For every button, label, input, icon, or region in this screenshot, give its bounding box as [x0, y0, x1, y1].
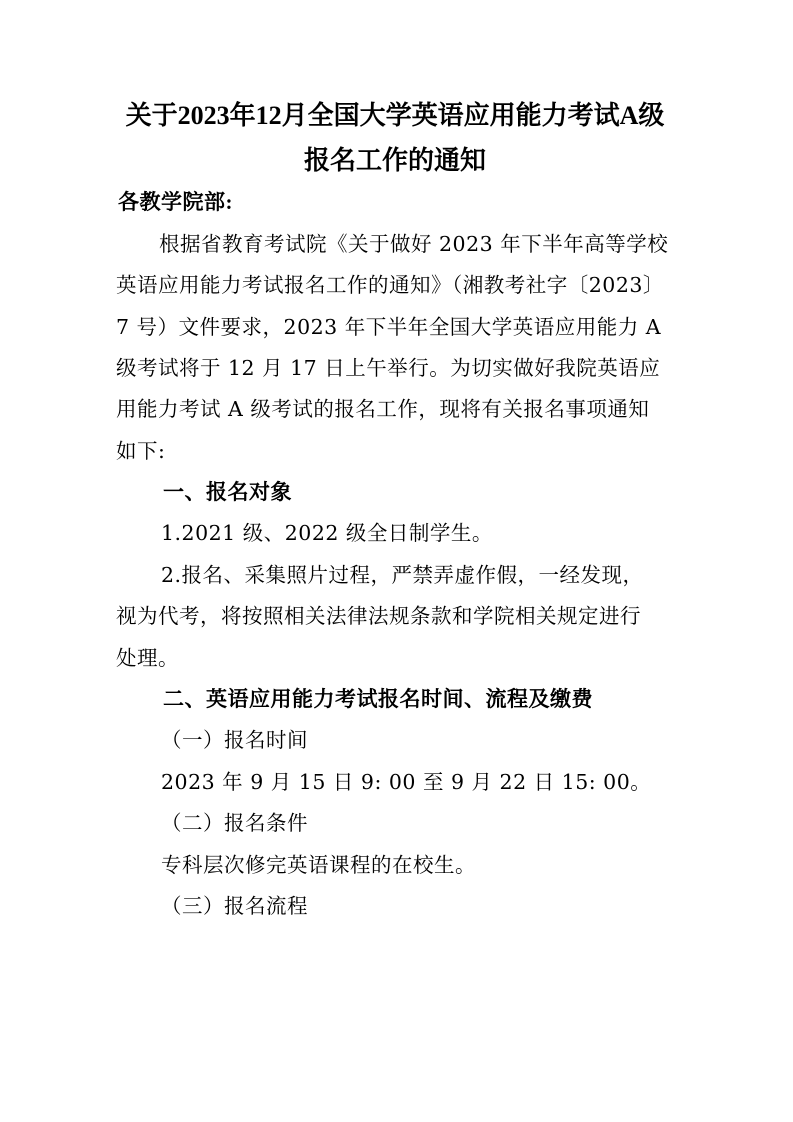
paragraph-line: 用能力考试 A 级考试的报名工作，现将有关报名事项通知 — [116, 397, 650, 421]
paragraph-line: 级考试将于 12 月 17 日上午举行。为切实做好我院英语应 — [116, 356, 661, 380]
paragraph-line: 英语应用能力考试报名工作的通知》（湘教考社字〔2023〕 — [116, 273, 664, 297]
paragraph-line: 根据省教育考试院《关于做好 2023 年下半年高等学校 — [159, 232, 669, 256]
section-2-heading: 二、英语应用能力考试报名时间、流程及缴费 — [163, 687, 593, 711]
salutation: 各教学院部: — [118, 190, 233, 214]
registration-time-text: 2023 年 9 月 15 日 9: 00 至 9 月 22 日 15: 00。 — [161, 770, 652, 794]
section-1-item-2-line: 2.报名、采集照片过程，严禁弄虚作假，一经发现， — [161, 563, 644, 587]
subsection-heading-registration-process: （三）报名流程 — [161, 894, 308, 918]
document-title-line-2: 报名工作的通知 — [303, 146, 486, 175]
section-1-heading: 一、报名对象 — [163, 480, 292, 504]
document-title-line-1: 关于2023年12月全国大学英语应用能力考试A级 — [125, 101, 665, 130]
paragraph-line: 如下: — [116, 439, 166, 463]
section-1-item-1: 1.2021 级、2022 级全日制学生。 — [161, 521, 493, 545]
section-1-item-2-line: 视为代考，将按照相关法律法规条款和学院相关规定进行 — [116, 604, 641, 628]
subsection-heading-registration-conditions: （二）报名条件 — [161, 811, 308, 835]
subsection-heading-registration-time: （一）报名时间 — [161, 728, 308, 752]
paragraph-line: 7 号）文件要求，2023 年下半年全国大学英语应用能力 A — [116, 315, 662, 339]
registration-conditions-text: 专科层次修完英语课程的在校生。 — [161, 853, 476, 877]
section-1-item-2-line: 处理。 — [116, 646, 179, 670]
